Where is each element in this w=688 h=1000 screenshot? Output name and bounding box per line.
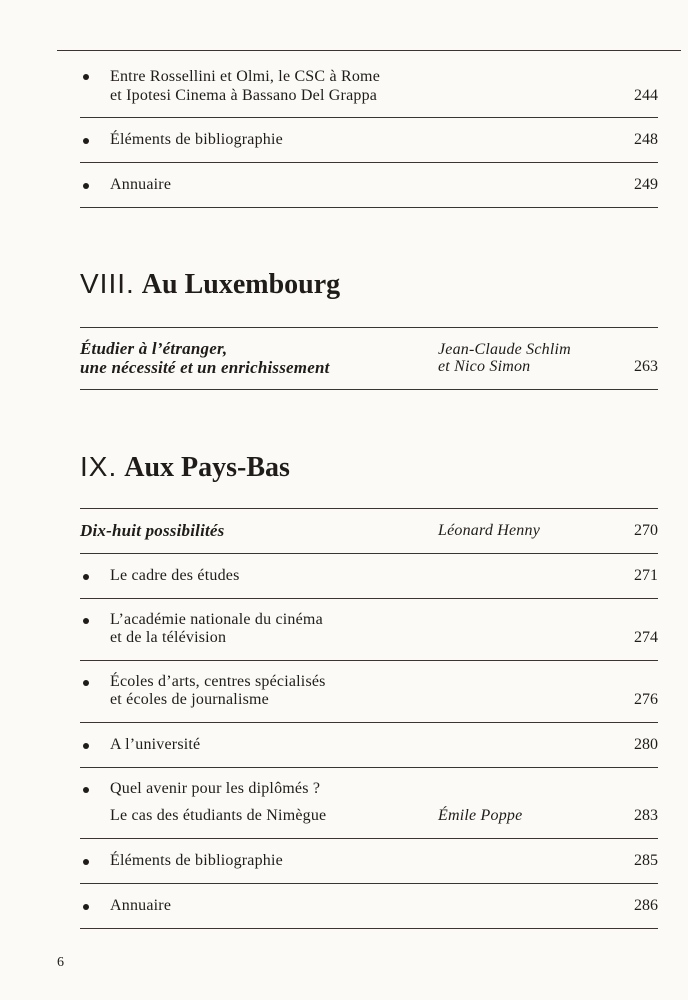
- article-title-continued: une nécessité et un enrichissement: [80, 358, 330, 377]
- entry-divider: [80, 838, 658, 839]
- entry-divider: [80, 598, 658, 599]
- section-numeral: IX.: [80, 451, 118, 482]
- article-author: Léonard Henny: [438, 522, 540, 539]
- article-title: Étudier à l’étranger,: [80, 339, 228, 358]
- toc-entry-title-continued: Le cas des étudiants de Nimègue: [110, 807, 327, 824]
- section-rule: [80, 508, 658, 509]
- toc-page-number: 274: [634, 629, 658, 646]
- article-author: Émile Poppe: [438, 807, 523, 824]
- article-author-continued: et Nico Simon: [438, 358, 531, 375]
- toc-page-number: 263: [634, 358, 658, 375]
- toc-entry-title-continued: et Ipotesi Cinema à Bassano Del Grappa: [110, 87, 378, 104]
- toc-page-number: 271: [634, 567, 658, 584]
- section-numeral: VIII.: [80, 268, 135, 299]
- toc-page-number: 249: [634, 176, 658, 193]
- toc-page-number: 285: [634, 852, 658, 869]
- bullet-icon: [83, 618, 89, 624]
- toc-entry-title: Le cadre des études: [110, 567, 240, 584]
- toc-entry-title: Éléments de bibliographie: [110, 852, 283, 869]
- bullet-icon: [83, 574, 89, 580]
- toc-entry-title: Écoles d’arts, centres spécialisés: [110, 673, 326, 690]
- page-number: 6: [57, 955, 64, 970]
- section-heading: [80, 268, 340, 301]
- bullet-icon: [83, 904, 89, 910]
- entry-divider: [80, 207, 658, 208]
- toc-entry-title-continued: et de la télévision: [110, 629, 227, 646]
- bullet-icon: [83, 743, 89, 749]
- section-rule: [80, 327, 658, 328]
- article-title: Dix-huit possibilités: [80, 521, 225, 540]
- section-title: Au Luxembourg: [141, 269, 341, 300]
- toc-entry-title: Quel avenir pour les diplômés ?: [110, 780, 321, 797]
- bullet-icon: [83, 787, 89, 793]
- toc-entry-title: Annuaire: [110, 176, 172, 193]
- section-title: Aux Pays-Bas: [124, 452, 290, 483]
- entry-divider: [80, 660, 658, 661]
- entry-divider: [80, 553, 658, 554]
- section-heading: [80, 451, 290, 484]
- toc-page-number: 283: [634, 807, 658, 824]
- toc-entry-title: Entre Rossellini et Olmi, le CSC à Rome: [110, 68, 381, 85]
- toc-entry-title: A l’université: [110, 736, 201, 753]
- toc-entry-title: Éléments de bibliographie: [110, 131, 283, 148]
- toc-page-number: 270: [634, 522, 658, 539]
- toc-page-number: 286: [634, 897, 658, 914]
- toc-entry-title: L’académie nationale du cinéma: [110, 611, 323, 628]
- bullet-icon: [83, 74, 89, 80]
- entry-divider: [80, 117, 658, 118]
- toc-page-number: 276: [634, 691, 658, 708]
- entry-divider: [80, 883, 658, 884]
- toc-page-number: 248: [634, 131, 658, 148]
- bullet-icon: [83, 138, 89, 144]
- bullet-icon: [83, 859, 89, 865]
- entry-divider: [80, 162, 658, 163]
- bullet-icon: [83, 183, 89, 189]
- article-author: Jean-Claude Schlim: [438, 341, 571, 358]
- top-rule: [57, 50, 681, 51]
- bullet-icon: [83, 680, 89, 686]
- entry-divider: [80, 767, 658, 768]
- toc-page-number: 244: [634, 87, 658, 104]
- toc-page-number: 280: [634, 736, 658, 753]
- entry-divider: [80, 389, 658, 390]
- toc-entry-title-continued: et écoles de journalisme: [110, 691, 269, 708]
- entry-divider: [80, 722, 658, 723]
- entry-divider: [80, 928, 658, 929]
- toc-entry-title: Annuaire: [110, 897, 172, 914]
